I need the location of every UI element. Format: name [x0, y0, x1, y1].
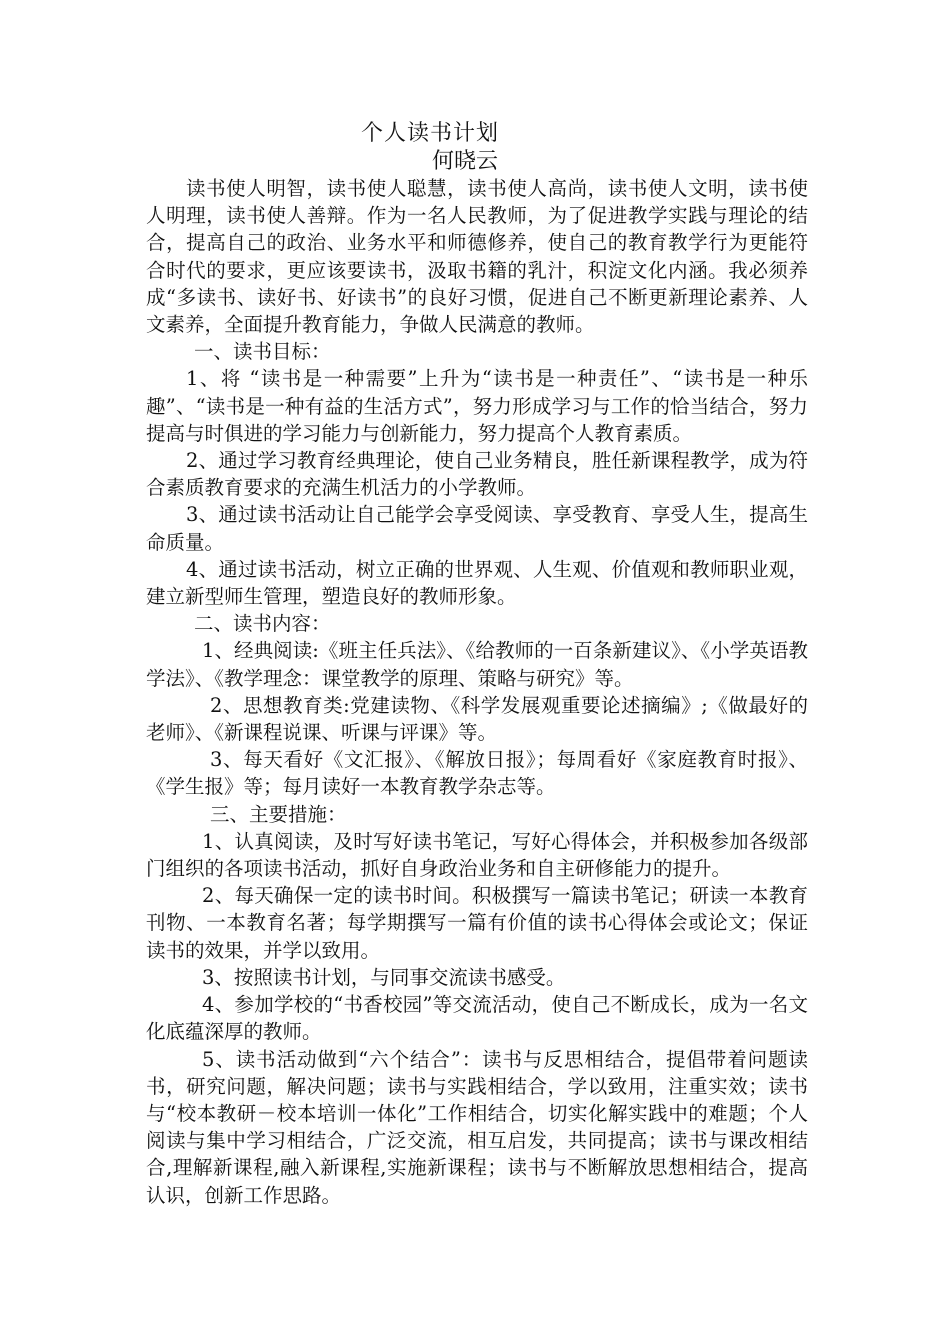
document-author: 何晓云: [431, 149, 498, 174]
paragraph-goal-3: 3、通过读书活动让自己能学会享受阅读、享受教育、享受人生，提高生命质量。: [146, 503, 808, 554]
document-title: 个人读书计划: [360, 121, 499, 146]
section-heading-content: 二、读书内容：: [194, 612, 331, 636]
paragraph-intro: 读书使人明智，读书使人聪慧，读书使人高尚，读书使人文明，读书使人明理，读书使人善辩。作为一名人民教师，为了促进教学实践与理论的结合，提高自己的政治、业务水平和师德修养，使自己的教育教学行为更能符合时代的要求，更应该要读书，汲取书籍的乳汁，积淀文化内涵。我必须养成“多读书、读好书、好读书”的良好习惯，促进自己不断更新理论素养、人文素养，全面提升教育能力，争做人民满意的教师。: [146, 177, 808, 337]
paragraph-measure-3: 3、按照读书计划，与同事交流读书感受。: [202, 965, 566, 989]
paragraph-content-2: 2、思想教育类:党建读物、《科学发展观重要论述摘编》;《做最好的老师》、《新课程说课、听课与评课》等。: [146, 693, 808, 745]
paragraph-goal-2: 2、通过学习教育经典理论，使自己业务精良，胜任新课程教学，成为符合素质教育要求的充满生机活力的小学教师。: [146, 449, 808, 500]
paragraph-content-3: 3、每天看好《文汇报》、《解放日报》；每周看好《家庭教育时报》、《学生报》等；每月读好一本教育教学杂志等。: [146, 748, 808, 799]
document-body: [146, 175, 808, 1209]
paragraph-goal-4: 4、通过读书活动，树立正确的世界观、人生观、价值观和教师职业观，建立新型师生管理，塑造良好的教师形象。: [146, 557, 808, 609]
paragraph-measure-1: 1、认真阅读，及时写好读书笔记，写好心得体会，并积极参加各级部门组织的各项读书活动，抓好自身政治业务和自主研修能力的提升。: [146, 829, 808, 881]
paragraph-content-1: 1、经典阅读:《班主任兵法》、《给教师的一百条新建议》、《小学英语教学法》、《教学理念：课堂教学的原理、策略与研究》等。: [146, 639, 808, 690]
paragraph-measure-4: 4、参加学校的“书香校园”等交流活动，使自己不断成长，成为一名文化底蕴深厚的教师。: [146, 993, 808, 1044]
section-heading-measures: 三、主要措施：: [210, 802, 347, 826]
paragraph-measure-2: 2、每天确保一定的读书时间。积极撰写一篇读书笔记；研读一本教育刊物、一本教育名著；每学期撰写一篇有价值的读书心得体会或论文；保证读书的效果，并学以致用。: [146, 884, 808, 962]
paragraph-measure-5: 5、读书活动做到“六个结合”：读书与反思相结合，提倡带着问题读书，研究问题，解决问题；读书与实践相结合，学以致用，注重实效；读书与“校本教研－校本培训一体化”工作相结合，切实化解实践中的难题；个人阅读与集中学习相结合，广泛交流，相互启发，共同提高；读书与课改相结合,理解新课程,融入新课程,实施新课程；读书与不断解放思想相结合，提高认识，创新工作思路。: [146, 1047, 808, 1207]
section-heading-goals: 一、读书目标：: [194, 340, 331, 364]
paragraph-goal-1: 1、将 “读书是一种需要”上升为“读书是一种责任”、“读书是一种乐趣”、“读书是一种有益的生活方式”，努力形成学习与工作的恰当结合，努力提高与时俱进的学习能力与创新能力，努力提高个人教育素质。: [146, 367, 808, 445]
